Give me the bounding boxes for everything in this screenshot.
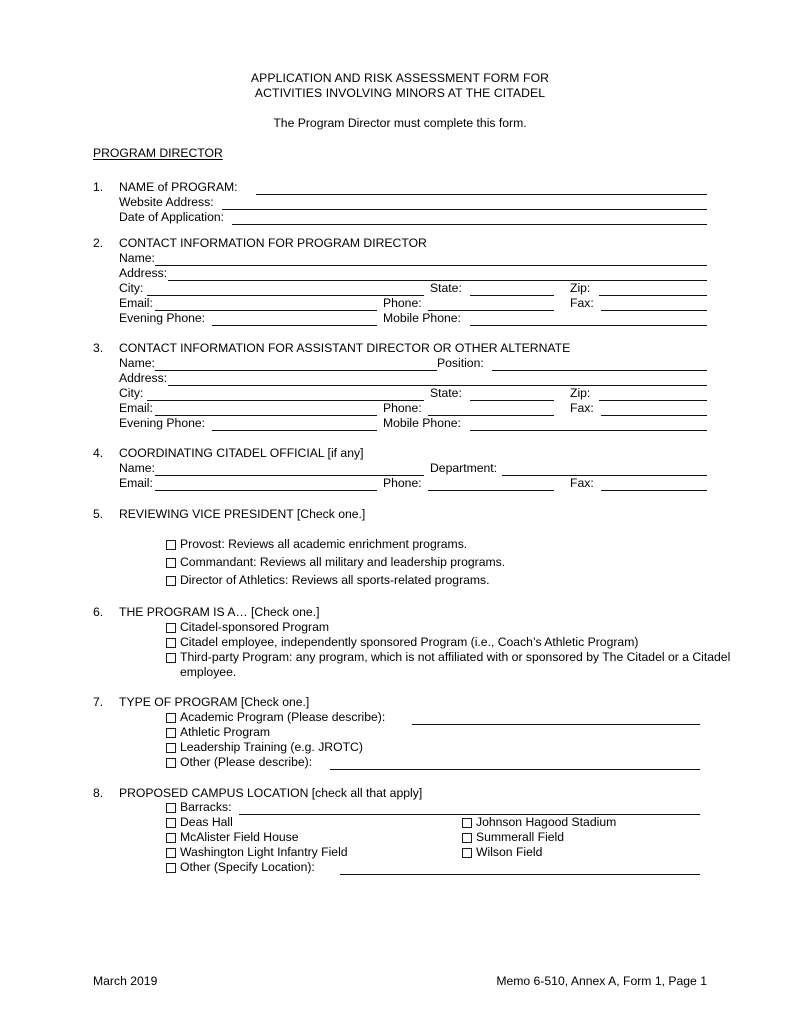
checkbox-director-of-athletics-label: Director of Athletics: Reviews all sports-related programs. (180, 573, 490, 587)
item-5-number: 5. (93, 507, 104, 521)
item-2-title: CONTACT INFORMATION FOR PROGRAM DIRECTOR (119, 236, 427, 250)
item3-field-evening-phone[interactable] (212, 430, 377, 431)
item3-mobile-phone-label: Mobile Phone: (383, 416, 461, 430)
item4-field-email[interactable] (155, 490, 377, 491)
item3-address-label: Address: (119, 371, 168, 385)
checkbox-deas-hall[interactable] (166, 818, 176, 828)
checkbox-third-party-program[interactable] (166, 653, 176, 663)
item3-city-label: City: (119, 386, 144, 400)
item2-mobile-phone-label: Mobile Phone: (383, 311, 461, 325)
item2-field-zip[interactable] (599, 295, 707, 296)
item2-evening-phone-label: Evening Phone: (119, 311, 206, 325)
checkbox-third-party-program-label: Third-party Program: any program, which is not affiliated with or sponsored by The Citadel or a Citadel employee. (180, 650, 731, 679)
checkbox-commandant-label: Commandant: Reviews all military and leadership programs. (180, 555, 506, 569)
document-title-line2: ACTIVITIES INVOLVING MINORS AT THE CITADEL (254, 86, 546, 100)
checkbox-johnson-hagood-stadium[interactable] (462, 818, 472, 828)
checkbox-citadel-sponsored[interactable] (166, 623, 176, 633)
item3-field-fax[interactable] (601, 415, 707, 416)
item2-email-label: Email: (119, 296, 153, 310)
item3-field-name[interactable] (155, 370, 437, 371)
item2-city-label: City: (119, 281, 144, 295)
checkbox-barracks-label: Barracks: (180, 800, 232, 814)
item4-field-department[interactable] (502, 475, 707, 476)
checkbox-johnson-hagood-stadium-label: Johnson Hagood Stadium (476, 815, 617, 829)
item3-fax-label: Fax: (570, 401, 594, 415)
checkbox-citadel-employee-independent[interactable] (166, 638, 176, 648)
document-title (0, 71, 800, 101)
field-other-program-describe[interactable] (330, 769, 700, 770)
document-title-line1: APPLICATION AND RISK ASSESSMENT FORM FOR (250, 71, 550, 85)
item3-email-label: Email: (119, 401, 153, 415)
field-date-application[interactable] (232, 224, 707, 225)
item4-field-fax[interactable] (601, 490, 707, 491)
item2-field-name[interactable] (155, 265, 707, 266)
field-website-address[interactable] (222, 209, 707, 210)
item4-email-label: Email: (119, 476, 153, 490)
checkbox-leadership-training[interactable] (166, 743, 176, 753)
footer-reference: Memo 6-510, Annex A, Form 1, Page 1 (496, 974, 707, 988)
item4-field-phone[interactable] (428, 490, 554, 491)
checkbox-other-location[interactable] (166, 863, 176, 873)
checkbox-washington-light-infantry-field[interactable] (166, 848, 176, 858)
item2-address-label: Address: (119, 266, 168, 280)
item-1-title: NAME of PROGRAM: (119, 180, 238, 194)
checkbox-citadel-employee-independent-label: Citadel employee, independently sponsored Program (i.e., Coach’s Athletic Program) (180, 635, 639, 649)
item-3-title: CONTACT INFORMATION FOR ASSISTANT DIRECTOR OR OTHER ALTERNATE (119, 341, 571, 355)
item4-fax-label: Fax: (570, 476, 594, 490)
checkbox-mcalister-field-house[interactable] (166, 833, 176, 843)
item-4-title: COORDINATING CITADEL OFFICIAL [if any] (119, 446, 364, 460)
item-6-title: THE PROGRAM IS A… [Check one.] (119, 605, 320, 619)
checkbox-washington-light-infantry-field-label: Washington Light Infantry Field (180, 845, 348, 859)
item-5-title: REVIEWING VICE PRESIDENT [Check one.] (119, 507, 366, 521)
item2-fax-label: Fax: (570, 296, 594, 310)
item2-state-label: State: (430, 281, 462, 295)
item3-name-label: Name: (119, 356, 155, 370)
item2-name-label: Name: (119, 251, 155, 265)
checkbox-commandant[interactable] (166, 558, 176, 568)
checkbox-athletic-program-label: Athletic Program (180, 725, 271, 739)
field-program-name[interactable] (256, 194, 707, 195)
item3-evening-phone-label: Evening Phone: (119, 416, 206, 430)
item3-state-label: State: (430, 386, 462, 400)
item4-name-label: Name: (119, 461, 155, 475)
checkbox-leadership-training-label: Leadership Training (e.g. JROTC) (180, 740, 363, 754)
item-7-number: 7. (93, 695, 104, 709)
item3-phone-label: Phone: (383, 401, 422, 415)
checkbox-other-program-type[interactable] (166, 758, 176, 768)
item2-phone-label: Phone: (383, 296, 422, 310)
item3-zip-label: Zip: (570, 386, 591, 400)
date-of-application-label: Date of Application: (119, 210, 225, 224)
item3-field-state[interactable] (470, 400, 554, 401)
checkbox-academic-program-label: Academic Program (Please describe): (180, 710, 386, 724)
checkbox-wilson-field[interactable] (462, 848, 472, 858)
checkbox-provost[interactable] (166, 540, 176, 550)
item-6-number: 6. (93, 605, 104, 619)
item-7-title: TYPE OF PROGRAM [Check one.] (119, 695, 310, 709)
item2-field-mobile-phone[interactable] (470, 325, 707, 326)
item-8-number: 8. (93, 786, 104, 800)
checkbox-barracks[interactable] (166, 803, 176, 813)
item-1-number: 1. (93, 180, 104, 194)
item3-field-mobile-phone[interactable] (470, 430, 707, 431)
footer-date: March 2019 (93, 974, 158, 988)
checkbox-summerall-field[interactable] (462, 833, 472, 843)
checkbox-mcalister-field-house-label: McAlister Field House (180, 830, 299, 844)
item3-field-position[interactable] (492, 370, 707, 371)
item2-field-state[interactable] (470, 295, 554, 296)
checkbox-deas-hall-label: Deas Hall (180, 815, 233, 829)
field-other-location-specify[interactable] (340, 874, 700, 875)
item4-department-label: Department: (430, 461, 498, 475)
item3-position-label: Position: (437, 356, 484, 370)
section-heading-program-director: PROGRAM DIRECTOR (93, 146, 223, 160)
checkbox-athletic-program[interactable] (166, 728, 176, 738)
item2-field-fax[interactable] (601, 310, 707, 311)
checkbox-summerall-field-label: Summerall Field (476, 830, 565, 844)
item3-field-zip[interactable] (599, 400, 707, 401)
item4-phone-label: Phone: (383, 476, 422, 490)
checkbox-other-location-label: Other (Specify Location): (180, 860, 315, 874)
checkbox-provost-label: Provost: Reviews all academic enrichment programs. (180, 537, 468, 551)
checkbox-other-program-type-label: Other (Please describe): (180, 755, 313, 769)
field-academic-program-describe[interactable] (412, 724, 700, 725)
field-barracks-specify[interactable] (239, 814, 700, 815)
item-4-number: 4. (93, 446, 104, 460)
checkbox-wilson-field-label: Wilson Field (476, 845, 543, 859)
checkbox-citadel-sponsored-label: Citadel-sponsored Program (180, 620, 330, 634)
item2-field-evening-phone[interactable] (212, 325, 377, 326)
checkbox-director-of-athletics[interactable] (166, 576, 176, 586)
item-3-number: 3. (93, 341, 104, 355)
checkbox-academic-program[interactable] (166, 713, 176, 723)
website-address-label: Website Address: (119, 195, 214, 209)
item-2-number: 2. (93, 236, 104, 250)
item-8-title: PROPOSED CAMPUS LOCATION [check all that apply] (119, 786, 423, 800)
document-subtitle: The Program Director must complete this form. (273, 116, 527, 130)
item2-zip-label: Zip: (570, 281, 591, 295)
